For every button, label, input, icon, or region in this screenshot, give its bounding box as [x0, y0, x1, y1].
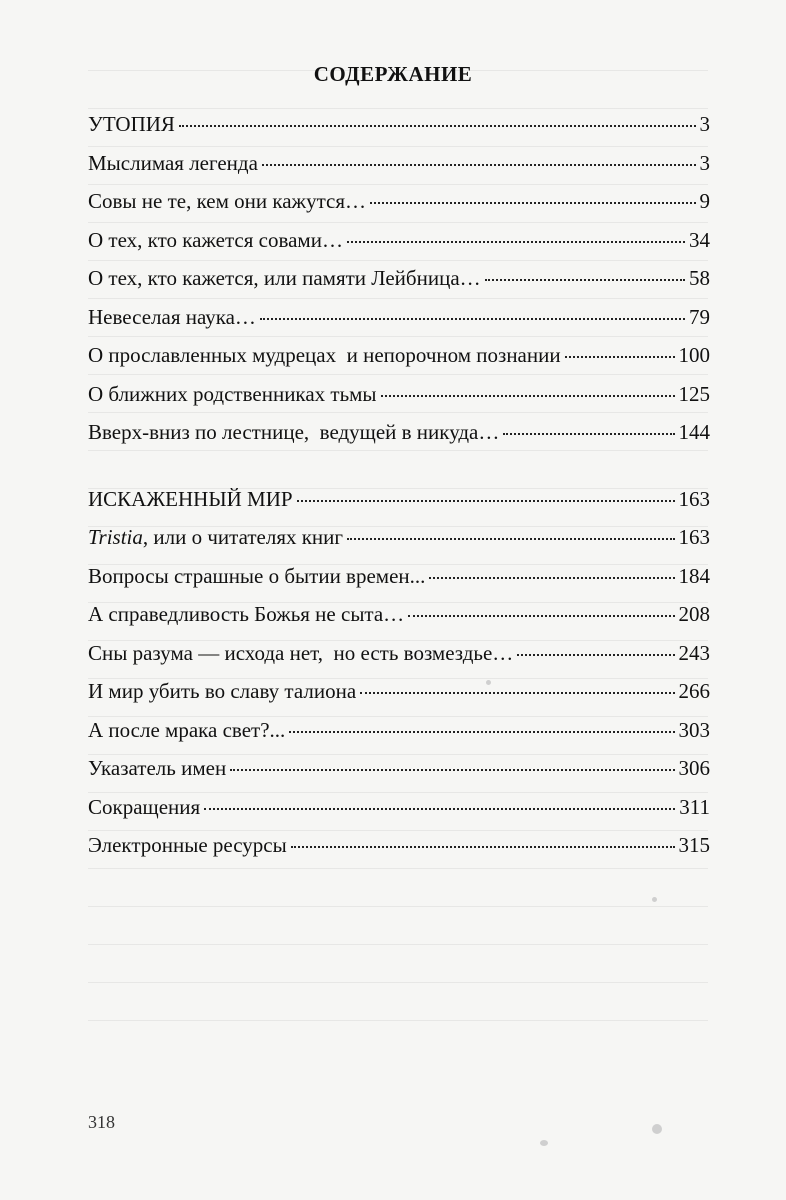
toc-entry-label: О тех, кто кажется совами…: [88, 227, 343, 252]
page-number: 318: [88, 1112, 115, 1132]
dot-leader: [230, 769, 674, 771]
dot-leader: [370, 202, 696, 204]
dot-leader: [517, 654, 674, 656]
toc-entry: [88, 228, 710, 267]
toc-entry-page: 243: [678, 640, 710, 665]
toc-entry-label: , или о читателях книг: [142, 525, 344, 549]
toc-entry-label: Электронные ресурсы: [88, 833, 287, 857]
toc-entry-label: Вопросы страшные о бытии времен...: [88, 563, 426, 588]
toc-entry-label: О прославленных мудрецах и непорочном познании: [88, 343, 561, 367]
toc-entry-page: 315: [678, 833, 710, 857]
toc-entry-label: Сны разума — исхода нет, но есть возмездье…: [88, 640, 514, 665]
dot-leader: [260, 318, 685, 320]
table-of-contents: [88, 112, 710, 872]
toc-entry-label: УТОПИЯ: [88, 112, 175, 136]
toc-entry: [88, 382, 710, 421]
toc-entry-page: 208: [678, 602, 710, 626]
toc-entry-label: О тех, кто кажется, или памяти Лейбница…: [88, 266, 481, 290]
dot-leader: [381, 395, 675, 397]
toc-heading: СОДЕРЖАНИЕ: [313, 62, 473, 86]
toc-entry: [88, 795, 710, 834]
toc-entry-label: Совы не те, кем они кажутся…: [88, 189, 366, 213]
dot-leader: [347, 538, 674, 540]
toc-entry-page: 58: [689, 266, 710, 290]
toc-entry: [88, 266, 710, 305]
toc-entry-label: ИСКАЖЕННЫЙ МИР: [88, 486, 293, 511]
toc-entry: [88, 305, 710, 344]
toc-entry-page: 144: [678, 420, 710, 444]
toc-entry-page: 303: [678, 717, 710, 742]
paper-speck: [540, 1140, 548, 1146]
toc-entry: [88, 487, 710, 526]
toc-entry-label: Сокращения: [88, 794, 201, 819]
toc-entry: [88, 679, 710, 718]
dot-leader: [503, 433, 674, 435]
paper-speck: [652, 1124, 662, 1134]
toc-entry-page: 311: [679, 794, 710, 819]
toc-entry: [88, 718, 710, 757]
toc-entry-label: А после мрака свет?...: [88, 717, 286, 742]
toc-entry-page: 306: [678, 756, 710, 780]
toc-entry-page: 3: [699, 150, 710, 175]
toc-entry-label: И мир убить во славу талиона: [88, 679, 357, 703]
paper-speck: [652, 897, 657, 902]
toc-entry-page: 163: [678, 486, 710, 511]
toc-entry-label: О ближних родственниках тьмы: [88, 381, 377, 406]
toc-entry-label: А справедливость Божья не сыта…: [88, 602, 405, 626]
dot-leader: [485, 279, 685, 281]
toc-entry: [88, 112, 710, 151]
toc-entry-page: 3: [699, 112, 710, 136]
dot-leader: [262, 164, 696, 166]
dot-leader: [179, 125, 696, 127]
toc-entry: [88, 564, 710, 603]
toc-entry: [88, 756, 710, 795]
toc-entry-label: Невеселая наука…: [88, 304, 256, 329]
toc-entry-label: Указатель имен: [88, 756, 227, 780]
toc-entry: [88, 420, 710, 459]
dot-leader: [565, 356, 675, 358]
toc-entry: [88, 343, 710, 382]
toc-entry: [88, 189, 710, 228]
dot-leader: [297, 500, 675, 502]
toc-entry-page: 184: [678, 563, 710, 588]
toc-entry-page: 79: [689, 304, 710, 329]
dot-leader: [289, 731, 674, 733]
toc-entry: [88, 151, 710, 190]
toc-entry-page: 125: [678, 381, 710, 406]
toc-entry-page: 9: [699, 189, 710, 213]
dot-leader: [347, 241, 685, 243]
toc-entry-page: 34: [689, 227, 710, 252]
toc-entry-label: Вверх-вниз по лестнице, ведущей в никуда…: [88, 420, 500, 444]
toc-entry-label: Мыслимая легенда: [88, 150, 258, 175]
toc-entry-page: 266: [678, 679, 710, 703]
dot-leader: [408, 615, 674, 617]
dot-leader: [204, 808, 675, 810]
toc-entry-page: 100: [678, 343, 710, 367]
dot-leader: [360, 692, 674, 694]
toc-entry: [88, 833, 710, 872]
toc-entry: [88, 641, 710, 680]
dot-leader: [429, 577, 674, 579]
toc-entry-page: 163: [678, 525, 710, 549]
toc-entry-label-italic: Tristia: [88, 525, 143, 549]
dot-leader: [291, 846, 675, 848]
paper-speck: [486, 680, 491, 685]
toc-entry: [88, 602, 710, 641]
toc-entry: [88, 525, 710, 564]
